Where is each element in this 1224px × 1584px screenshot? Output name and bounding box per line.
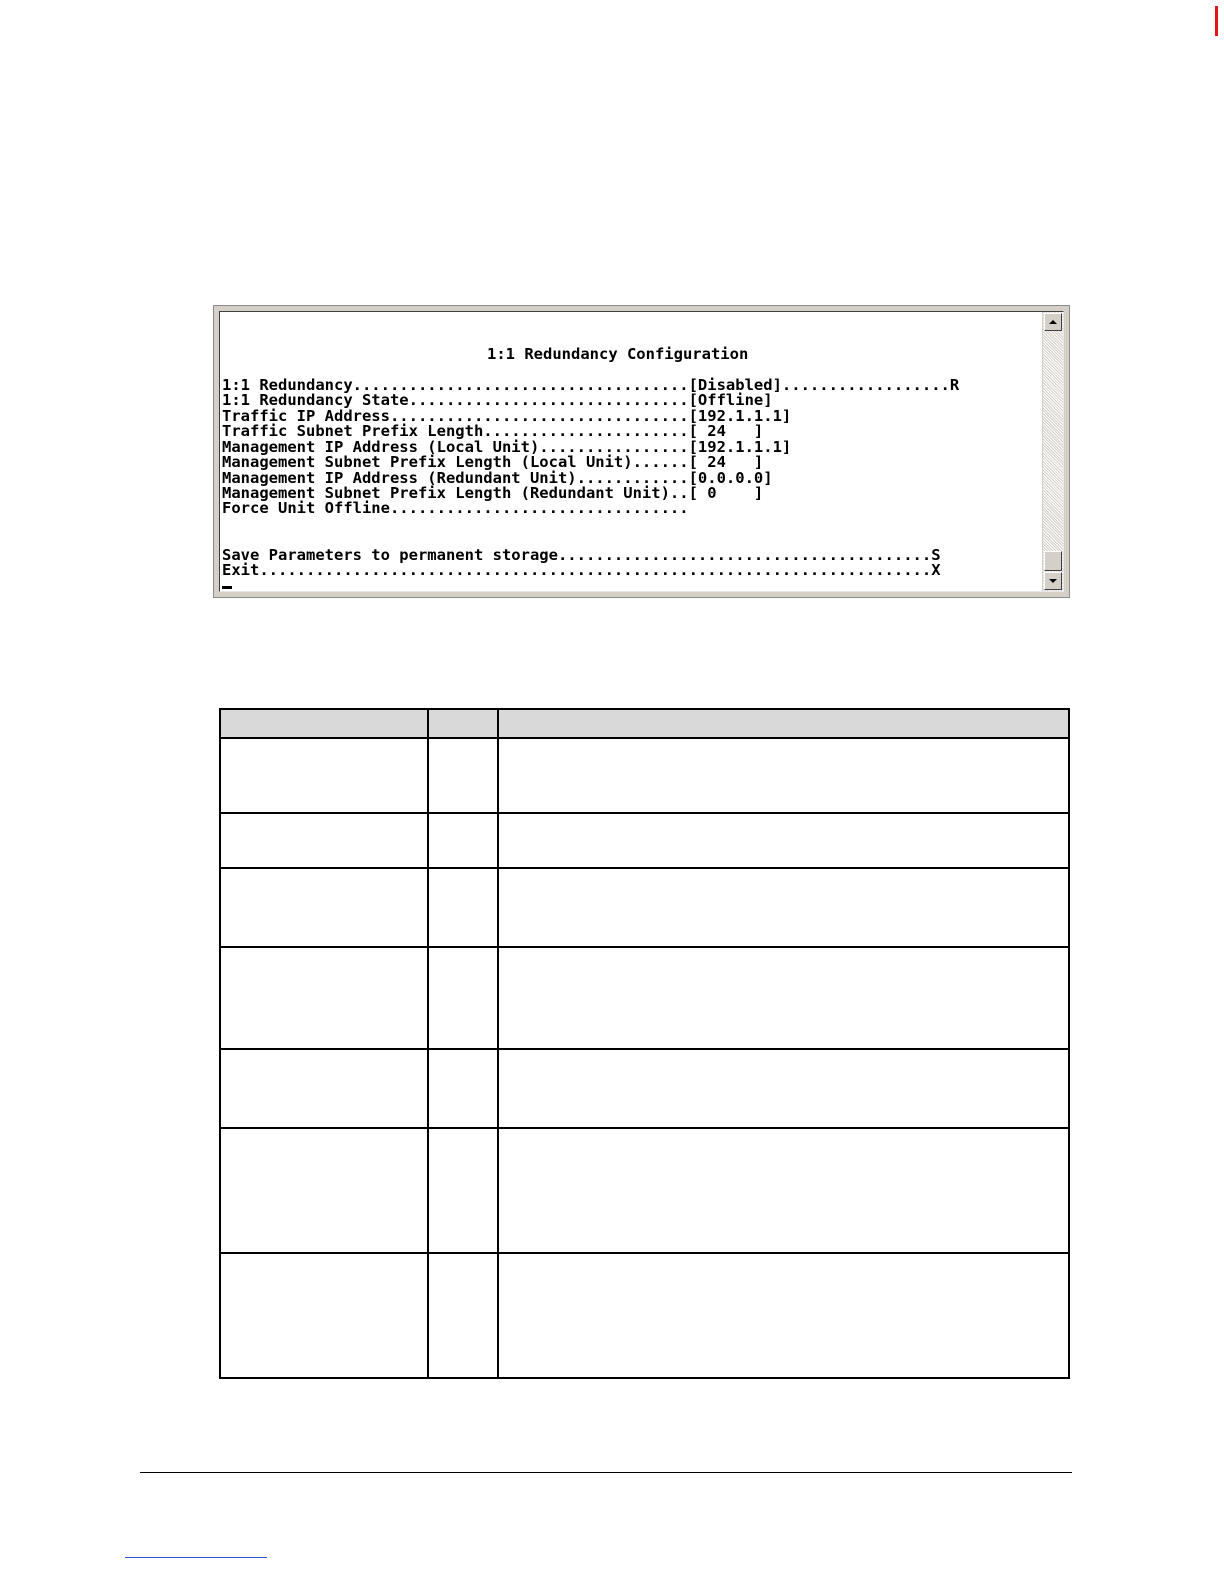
console-title: 1:1 Redundancy Configuration [487,345,749,363]
menu-line-mgmt-ip-local: Management IP Address (Local Unit)................[192.1.1.1] [222,438,792,456]
menu-line-traffic-prefix: Traffic Subnet Prefix Length......................[ 24 ] [222,422,764,440]
table-cell [220,868,428,947]
menu-line-redundancy[interactable]: 1:1 Redundancy....................................[Disabled]..................R [222,376,960,394]
table-cell [428,1128,498,1253]
menu-line-traffic-ip: Traffic IP Address................................[192.1.1.1] [222,407,792,425]
table-cell [428,738,498,813]
menu-line-redundancy-state: 1:1 Redundancy State..............................[Offline] [222,391,773,409]
text-cursor [222,586,232,589]
footer-link-underline [125,1557,267,1558]
table-row [220,1049,1069,1128]
table-header-cell [428,709,498,738]
arrow-down-icon [1049,579,1057,583]
menu-line-mgmt-prefix-redundant: Management Subnet Prefix Length (Redundant Unit)..[ 0 ] [222,484,764,502]
table-cell [498,1049,1069,1128]
menu-line-mgmt-ip-redundant: Management IP Address (Redundant Unit)............[0.0.0.0] [222,469,773,487]
table-cell [220,947,428,1049]
menu-line-exit[interactable]: Exit........................................................................X [222,561,941,579]
table-cell [220,1049,428,1128]
terminal-text [222,312,1044,592]
menu-line-force-offline: Force Unit Offline................................ [222,499,689,517]
table-cell [498,738,1069,813]
table-cell [220,738,428,813]
table-cell [220,1128,428,1253]
table-header-cell [220,709,428,738]
parameter-table [219,708,1070,1379]
table-cell [220,813,428,868]
table-row [220,1253,1069,1378]
terminal-window [213,305,1070,598]
scroll-up-button[interactable] [1044,313,1062,331]
table-header-row [220,709,1069,738]
table-cell [498,1253,1069,1378]
menu-line-mgmt-prefix-local: Management Subnet Prefix Length (Local Unit)......[ 24 ] [222,453,764,471]
table-cell [428,813,498,868]
table-cell [428,868,498,947]
table-cell [428,947,498,1049]
table-cell [498,1128,1069,1253]
table-cell [428,1049,498,1128]
table-row [220,813,1069,868]
scroll-down-button[interactable] [1044,572,1062,590]
vertical-scrollbar[interactable] [1042,312,1063,591]
table-row [220,868,1069,947]
footer-divider [140,1472,1072,1473]
table-row [220,947,1069,1049]
page-edge-marker [1215,6,1218,36]
table-cell [498,947,1069,1049]
scrollbar-thumb[interactable] [1044,551,1062,571]
arrow-up-icon [1049,320,1057,324]
table-cell [220,1253,428,1378]
table-row [220,1128,1069,1253]
table-cell [498,813,1069,868]
table-cell [428,1253,498,1378]
menu-line-save[interactable]: Save Parameters to permanent storage........................................S [222,546,941,564]
table-header-cell [498,709,1069,738]
terminal-screen [219,311,1064,592]
table-row [220,738,1069,813]
table-cell [498,868,1069,947]
